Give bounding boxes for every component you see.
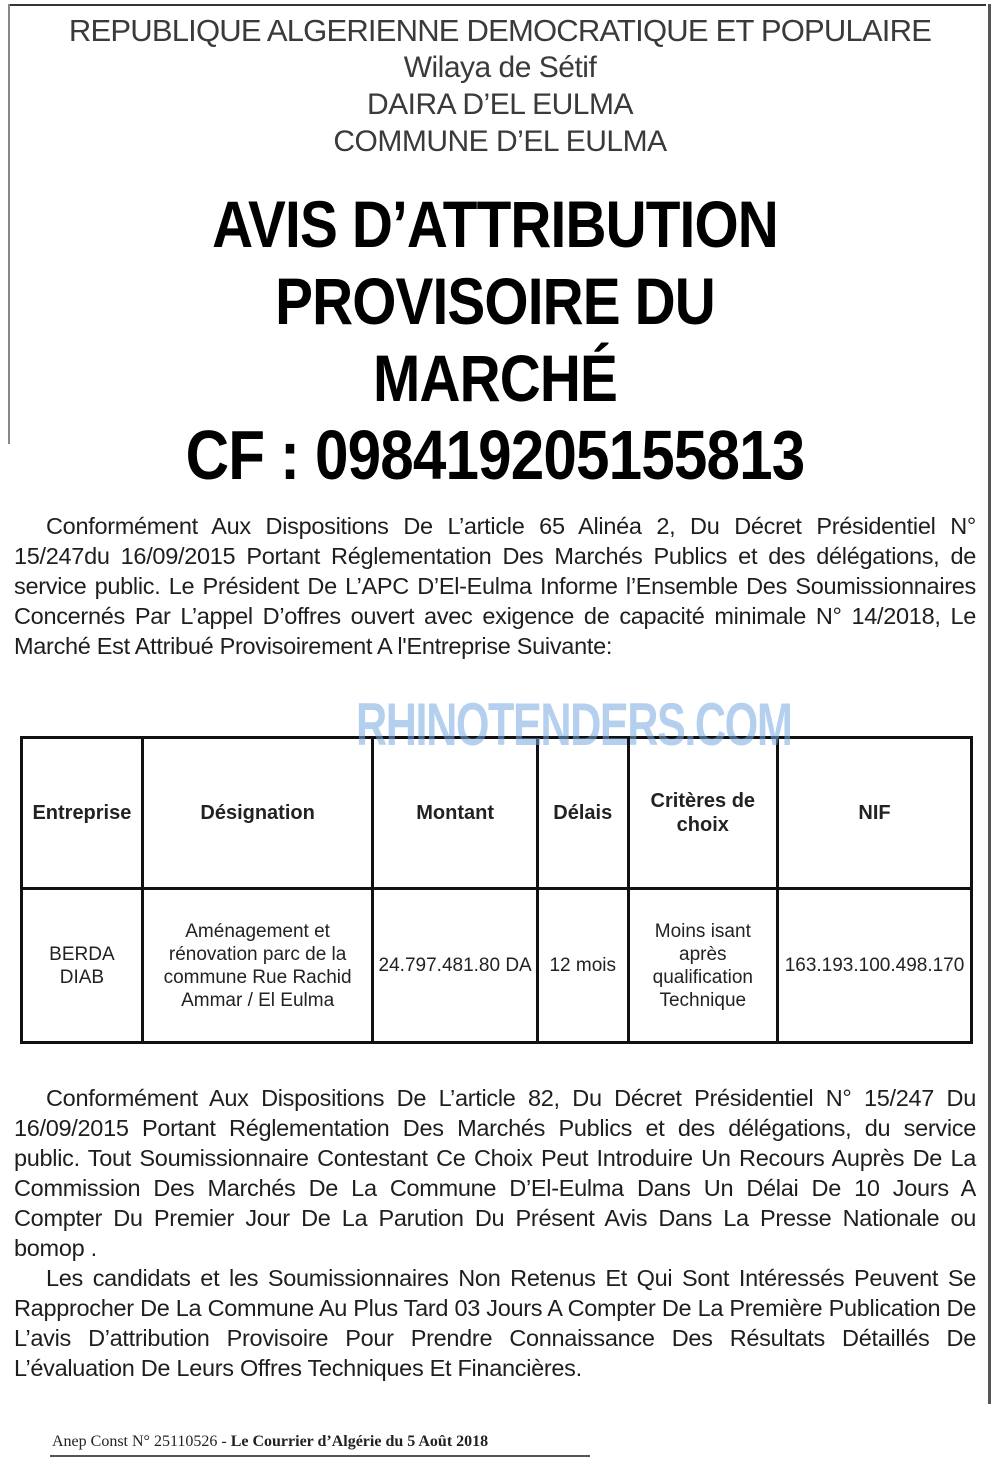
header-republic: REPUBLIQUE ALGERIENNE DEMOCRATIQUE ET POPULAIRE — [68, 13, 932, 48]
header — [0, 12, 1000, 160]
footer — [52, 1433, 752, 1451]
notice-title — [69, 186, 920, 494]
cell-designation: Aménagement et rénovation parc de la commune Rue Rachid Ammar / El Eulma — [142, 889, 373, 1043]
header-criteres: Critères de choix — [628, 738, 777, 889]
header-commune: COMMUNE D’EL EULMA — [333, 125, 667, 158]
title-line-1: AVIS D’ATTRIBUTION PROVISOIRE DU — [212, 187, 778, 338]
top-border — [10, 4, 986, 6]
paragraph-recourse: Conformément Aux Dispositions De L’article 82, Du Décret Présidentiel N° 15/247 Du 16/09/2015 Portant Réglementation Des Marchés Publics et des délégations, du service public. Tout Soumissionnaire Contestant Ce Choix Peut Introduire Un Recours Auprès De La Commission Des Marchés De La Commune D’El-Eulma Dans Un Délai De 10 Jours A Compter Du Premier Jour De La Parution Du Présent Avis Dans La Presse Nationale ou bomop . — [14, 1085, 976, 1261]
cell-criteres: Moins isant après qualification Technique — [628, 889, 777, 1043]
footer-rule — [50, 1455, 590, 1457]
header-delais: Délais — [537, 738, 628, 889]
cell-delais: 12 mois — [537, 889, 628, 1043]
header-designation: Désignation — [142, 738, 373, 889]
title-cf: CF : 098419205155813 — [185, 416, 805, 494]
header-wilaya: Wilaya de Sétif — [403, 51, 597, 84]
cell-entreprise: BERDA DIAB — [22, 889, 143, 1043]
table-row — [22, 889, 972, 1043]
footer-anep: Anep Const N° 25110526 - — [52, 1433, 227, 1450]
header-nif: NIF — [778, 738, 972, 889]
title-line-2: MARCHÉ — [373, 341, 617, 415]
paragraph-candidates: Les candidats et les Soumissionnaires Non Retenus Et Qui Sont Intéressés Peuvent Se Rapprocher De La Commune Au Plus Tard 03 Jours A Compter De La Première Publication De L’avis D’attribution Provisoire Pour Prendre Connaissance Des Résultats Détaillés De L’évaluation De Leurs Offres Techniques Et Financières. — [14, 1265, 976, 1381]
footer-newspaper: Le Courrier d’Algérie du 5 Août 2018 — [230, 1433, 489, 1450]
award-table — [20, 736, 973, 1044]
header-montant: Montant — [373, 738, 538, 889]
watermark: RHINOTENDERS.COM — [356, 691, 792, 758]
cell-montant: 24.797.481.80 DA — [373, 889, 538, 1043]
header-entreprise: Entreprise — [22, 738, 143, 889]
cell-nif: 163.193.100.498.170 — [778, 889, 972, 1043]
right-border — [988, 4, 991, 1404]
header-daira: DAIRA D’EL EULMA — [367, 88, 633, 121]
paragraph-intro: Conformément Aux Dispositions De L’article 65 Alinéa 2, Du Décret Présidentiel N° 15/247du 16/09/2015 Portant Réglementation Des Marchés Publics et des délégations, de service public. Le Président De L’APC D’El-Eulma Informe l’Ensemble Des Soumissionnaires Concernés Par L’appel D’offres ouvert avec exigence de capacité minimale N° 14/2018, Le Marché Est Attribué Provisoirement A l'Entreprise Suivante: — [14, 513, 976, 659]
table-header-row — [22, 738, 972, 889]
